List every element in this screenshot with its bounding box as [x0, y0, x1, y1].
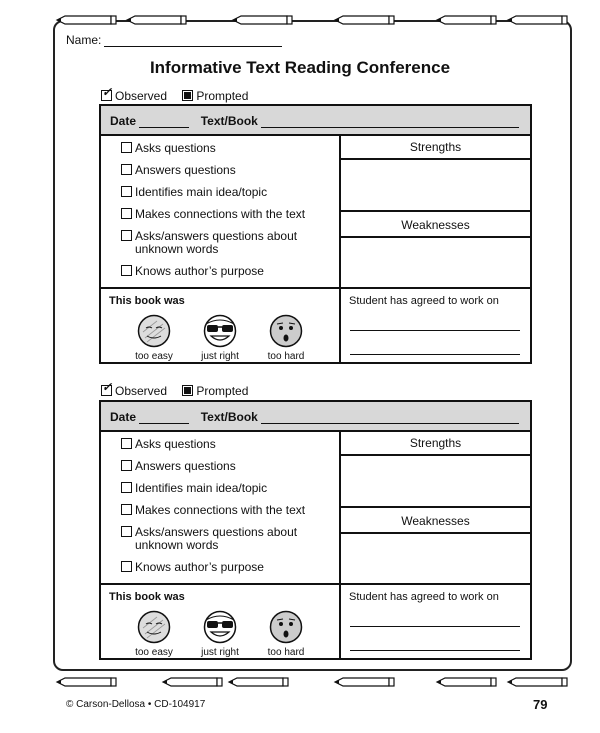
- list-item[interactable]: Makes connections with the text: [121, 504, 305, 517]
- just-right-face-icon[interactable]: [203, 314, 237, 348]
- list-item[interactable]: Knows author’s purpose: [121, 561, 305, 574]
- card-header: [101, 402, 530, 432]
- agreed-line[interactable]: [350, 354, 520, 355]
- weaknesses-field[interactable]: [341, 534, 530, 583]
- checkbox[interactable]: [121, 208, 132, 219]
- checkbox[interactable]: [121, 265, 132, 276]
- checkbox[interactable]: [121, 460, 132, 471]
- list-item[interactable]: Asks questions: [121, 142, 305, 155]
- prompted-checkbox[interactable]: [182, 385, 193, 396]
- date-label: Date: [110, 410, 137, 424]
- list-item[interactable]: Answers questions: [121, 460, 305, 473]
- too-easy-label: too easy: [135, 647, 173, 658]
- agreed-label: Student has agreed to work on: [349, 295, 499, 307]
- strengths-field[interactable]: [341, 456, 530, 508]
- prompted-checkbox[interactable]: [182, 90, 193, 101]
- list-item[interactable]: Makes connections with the text: [121, 208, 305, 221]
- list-item[interactable]: Asks/answers questions about unknown words: [121, 230, 305, 256]
- just-right-face-icon[interactable]: [203, 610, 237, 644]
- checkbox[interactable]: [121, 526, 132, 537]
- checkbox[interactable]: [121, 142, 132, 153]
- page-title: Informative Text Reading Conference: [149, 58, 451, 77]
- observed-checkbox[interactable]: [101, 385, 112, 396]
- too-hard-label: too hard: [267, 351, 305, 362]
- checkbox[interactable]: [121, 438, 132, 449]
- checkbox[interactable]: [121, 186, 132, 197]
- checkbox[interactable]: [121, 561, 132, 572]
- checkbox[interactable]: [121, 504, 132, 515]
- list-item[interactable]: Identifies main idea/topic: [121, 186, 305, 199]
- this-book-was-label: This book was: [109, 295, 185, 307]
- page-number: 79: [533, 697, 548, 712]
- prompted-label: Prompted: [196, 89, 249, 103]
- strengths-header: Strengths: [341, 134, 530, 160]
- copyright-footer: © Carson-Dellosa • CD-104917: [66, 699, 206, 710]
- date-field[interactable]: [139, 412, 189, 424]
- too-easy-face-icon[interactable]: [137, 314, 171, 348]
- card-header: [101, 106, 530, 136]
- weaknesses-field[interactable]: [341, 238, 530, 287]
- list-item[interactable]: Knows author’s purpose: [121, 265, 305, 278]
- observed-label: Observed: [115, 384, 168, 398]
- date-field[interactable]: [139, 116, 189, 128]
- text-book-field[interactable]: [261, 412, 519, 424]
- observation-checks: [101, 89, 260, 103]
- observed-checkbox[interactable]: [101, 90, 112, 101]
- conference-card: [99, 400, 532, 660]
- this-book-was-label: This book was: [109, 591, 185, 603]
- too-easy-face-icon[interactable]: [137, 610, 171, 644]
- agreed-line[interactable]: [350, 330, 520, 331]
- pencil-border-bottom-icon: [53, 675, 570, 689]
- pencil-border-top-icon: [53, 13, 570, 27]
- skills-checklist: [121, 142, 305, 287]
- list-item[interactable]: Answers questions: [121, 164, 305, 177]
- text-book-label: Text/Book: [200, 410, 258, 424]
- too-hard-face-icon[interactable]: [269, 314, 303, 348]
- conference-card: [99, 104, 532, 364]
- too-hard-face-icon[interactable]: [269, 610, 303, 644]
- just-right-label: just right: [201, 351, 239, 362]
- checkbox[interactable]: [121, 164, 132, 175]
- agreed-line[interactable]: [350, 650, 520, 651]
- observation-checks: [101, 384, 260, 398]
- checkbox[interactable]: [121, 482, 132, 493]
- date-label: Date: [110, 114, 137, 128]
- weaknesses-header: Weaknesses: [341, 508, 530, 534]
- list-item[interactable]: Asks questions: [121, 438, 305, 451]
- text-book-label: Text/Book: [200, 114, 258, 128]
- text-book-field[interactable]: [261, 116, 519, 128]
- skills-checklist: [121, 438, 305, 583]
- just-right-label: just right: [201, 647, 239, 658]
- strengths-header: Strengths: [341, 430, 530, 456]
- list-item[interactable]: Asks/answers questions about unknown words: [121, 526, 305, 552]
- weaknesses-header: Weaknesses: [341, 212, 530, 238]
- too-hard-label: too hard: [267, 647, 305, 658]
- observed-label: Observed: [115, 89, 168, 103]
- agreed-label: Student has agreed to work on: [349, 591, 499, 603]
- agreed-line[interactable]: [350, 626, 520, 627]
- too-easy-label: too easy: [135, 351, 173, 362]
- strengths-field[interactable]: [341, 160, 530, 212]
- checkbox[interactable]: [121, 230, 132, 241]
- name-field[interactable]: [104, 34, 282, 47]
- list-item[interactable]: Identifies main idea/topic: [121, 482, 305, 495]
- name-row: [66, 33, 282, 47]
- name-label: Name:: [66, 33, 102, 47]
- prompted-label: Prompted: [196, 384, 249, 398]
